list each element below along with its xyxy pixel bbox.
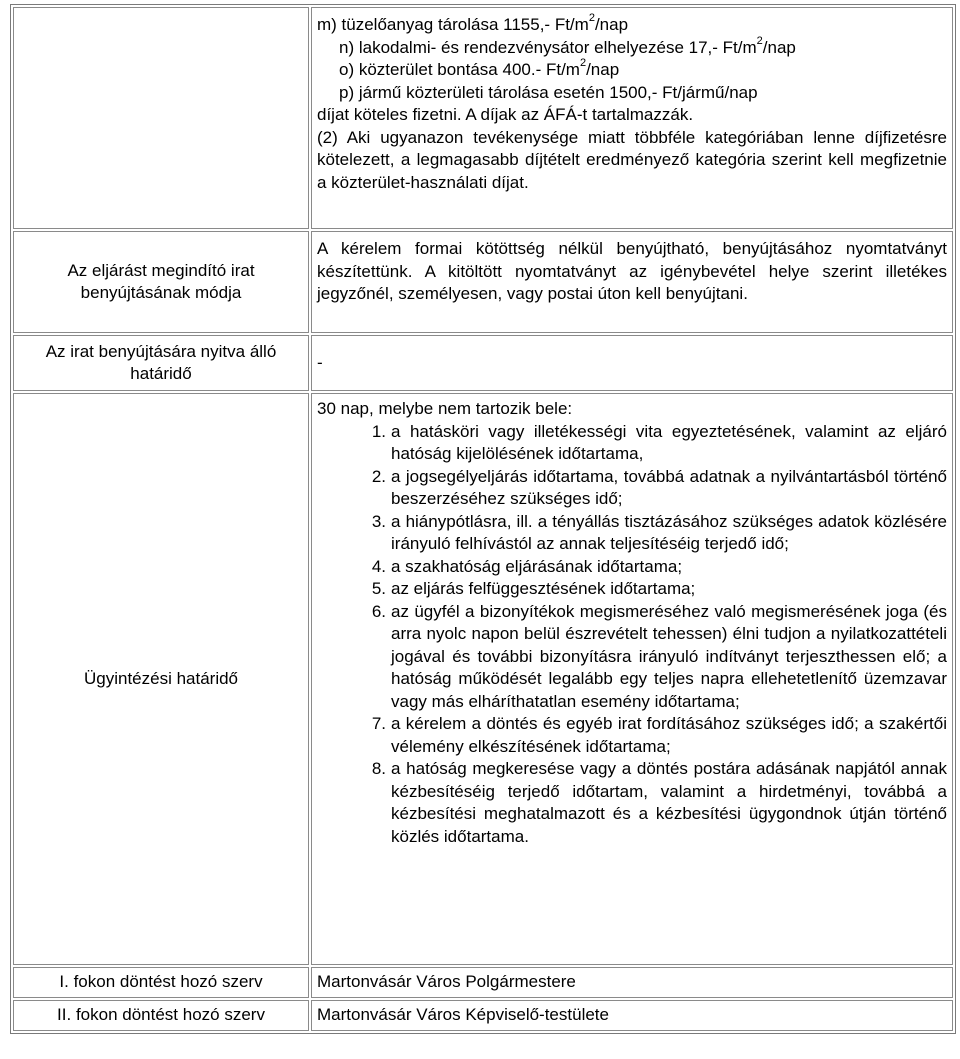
fee-row [13,7,953,229]
submission-method-row [13,231,953,333]
second-instance-row [13,1000,953,1031]
exclusion-list [317,421,947,849]
list-item: 1. a hatásköri vagy illetékességi vita egyeztetésének, valamint az eljáró hatóság kijelölésének időtartama, [371,421,947,463]
fee-row-label-cell [13,7,309,229]
fee-item-p: p) jármű közterületi tárolása esetén 1500,- Ft/jármű/nap [339,82,758,102]
second-instance-value: Martonvásár Város Képviselő-testülete [311,1000,953,1031]
first-instance-label: I. fokon döntést hozó szerv [13,967,309,998]
submission-method-label: Az eljárást megindító irat benyújtásának módja [13,231,309,333]
fee-item-n: n) lakodalmi- és rendezvénysátor elhelyezése 17,- $Ft/m^2$/nap [339,34,796,57]
processing-deadline-value [311,393,953,965]
second-instance-label: II. fokon döntést hozó szerv [13,1000,309,1031]
list-item: 4. a szakhatóság eljárásának időtartama; [371,556,683,576]
list-item: 7. a kérelem a döntés és egyéb irat fordításához szükséges idő; a szakértői vélemény elkészítésének időtartama; [371,714,947,756]
submission-method-value: A kérelem formai kötöttség nélkül benyújtható, benyújtásához nyomtatványt készítettünk. A kitöltött nyomtatványt az igénybevétel helye szerint illetékes jegyzőnél, személyesen, vagy postai úton kell benyújtani. [311,231,953,333]
procedure-info-table [10,4,956,1034]
fee-item-o: o) közterület bontása 400.- $Ft/m^2$/nap [339,57,620,79]
submission-deadline-label: Az irat benyújtására nyitva álló határidő [13,335,309,391]
submission-deadline-row [13,335,953,391]
processing-deadline-intro: 30 nap, melybe nem tartozik bele: [317,399,573,418]
fee-row-content [311,7,953,229]
first-instance-row [13,967,953,998]
list-item: 3. a hiánypótlásra, ill. a tényállás tisztázásához szükséges adatok közlésére irányuló felhívástól az annak teljesítéséig terjedő idő; [371,511,947,553]
fee-item-m: m) tüzelőanyag tárolása 1155,- $Ft/m^2$/nap [317,12,629,34]
submission-deadline-value: - [311,335,953,391]
paragraph-2: (2) Aki ugyanazon tevékenysége miatt többféle kategóriában lenne díjfizetésre kötelezett, a legmagasabb díjtételt eredményező kategória szerint kell megfizetnie a közterület-használati díjat. [317,127,947,192]
list-item: 2. a jogsegélyeljárás időtartama, továbbá adatnak a nyilvántartásból történő beszerzéséhez szükséges idő; [371,466,947,508]
list-item: 8. a hatóság megkeresése vagy a döntés postára adásának napjától annak kézbesítéséig terjedő időtartam, valamint a hirdetményi, továbbá a kézbesítési meghatalmazott és a kézbesítési ügygondnok útján történő közlés időtartama. [371,759,947,846]
vat-note: díjat köteles fizetni. A díjak az ÁFÁ-t tartalmazzák. [317,105,694,124]
processing-deadline-row [13,393,953,965]
processing-deadline-label: Ügyintézési határidő [13,393,309,965]
first-instance-value: Martonvásár Város Polgármestere [311,967,953,998]
list-item: 6. az ügyfél a bizonyítékok megismeréséhez való megismerésének joga (és arra nyolc napon belül észrevételt tehessen) élni tudjon a nyilatkozattételi jogával és további bizonyításra irányuló indítványt terjeszthessen elő; a hatóság működését legalább egy teljes napra ellehetetlenítő üzemzavar vagy más elháríthatatlan esemény időtartama; [371,601,947,711]
list-item: 5. az eljárás felfüggesztésének időtartama; [371,579,696,598]
